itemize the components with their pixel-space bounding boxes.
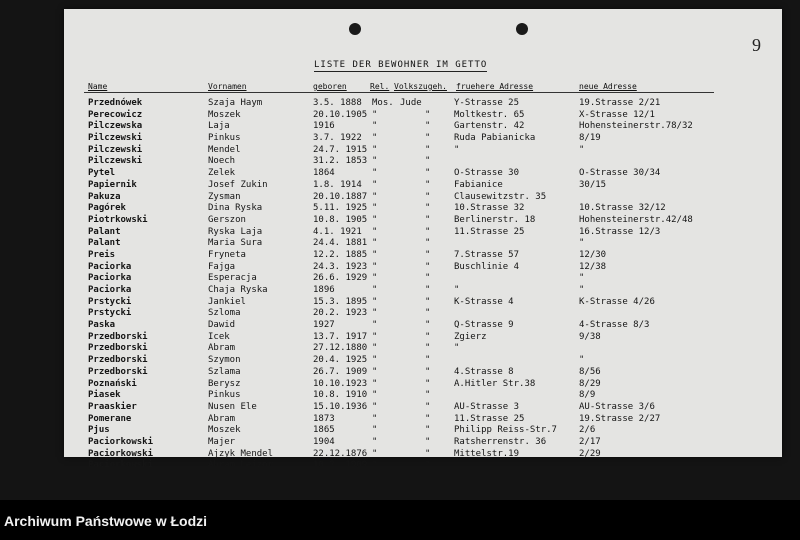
religion-ditto-mark: ": [372, 355, 378, 366]
first-name-cell: Icek: [208, 331, 230, 342]
table-row: [64, 145, 782, 157]
table-row: [64, 168, 782, 180]
first-name-cell: Noech: [208, 156, 236, 167]
surname-cell: Paciorkowski: [88, 436, 154, 447]
birth-date-cell: 12.2. 1885: [313, 249, 368, 260]
old-address-cell: Gartenstr. 42: [454, 121, 525, 132]
surname-cell: Praaskier: [88, 401, 137, 412]
religion-ditto-mark: ": [372, 366, 378, 377]
surname-cell: Przedborski: [88, 343, 148, 354]
new-address-cell: 2/29: [579, 448, 601, 459]
surname-cell: Przednówek: [88, 98, 143, 108]
surname-cell: Pilczewski: [88, 133, 143, 144]
birth-date-cell: 22.12.1876: [313, 448, 368, 459]
table-row: [64, 425, 782, 437]
new-address-cell: ": [579, 285, 585, 295]
table-row: [64, 203, 782, 215]
religion-ditto-mark: ": [372, 296, 378, 307]
table-row: [64, 273, 782, 285]
surname-cell: Paciorkowski: [88, 460, 154, 471]
table-row: [64, 156, 782, 168]
old-address-cell: O-Strasse 30: [454, 168, 520, 179]
table-row: [64, 355, 782, 367]
table-row: [64, 121, 782, 133]
first-name-cell: Zelek: [208, 168, 236, 179]
volk-ditto-mark: ": [425, 156, 431, 167]
header-volk: Volkszugeh.: [394, 82, 447, 91]
old-address-cell: A.Hitler Str.38: [454, 378, 536, 389]
birth-date-cell: 31.2. 1853: [313, 156, 368, 167]
first-name-cell: Ajzyk Mendel: [208, 448, 274, 459]
new-address-cell: 2/17: [579, 436, 601, 447]
volk-ditto-mark: ": [425, 378, 431, 389]
first-name-cell: Abram: [208, 343, 236, 354]
old-address-cell: 11.Strasse 25: [454, 226, 525, 237]
old-address-cell: Ratsherrenstr. 36: [454, 436, 547, 447]
religion-cell: Mos.: [372, 98, 394, 108]
table-row: [64, 262, 782, 274]
religion-ditto-mark: ": [372, 121, 378, 132]
volk-ditto-mark: ": [425, 401, 431, 412]
first-name-cell: Chaja Ryska: [208, 285, 268, 295]
punch-hole-left: [349, 23, 361, 35]
volk-ditto-mark: ": [425, 436, 431, 447]
surname-cell: Paska: [88, 320, 116, 331]
first-name-cell: Moszek: [208, 425, 241, 436]
first-name-cell: Fryneta: [208, 249, 246, 260]
religion-ditto-mark: ": [372, 203, 378, 214]
table-row: [64, 437, 782, 449]
first-name-cell: Fajga: [208, 261, 236, 272]
first-name-cell: Maria Sura: [208, 238, 263, 249]
birth-date-cell: 1927: [313, 320, 335, 331]
old-address-cell: Mittelstr.19: [454, 448, 520, 459]
birth-date-cell: 1865: [313, 425, 335, 436]
birth-date-cell: 1873: [313, 413, 335, 424]
birth-date-cell: 27.12.1880: [313, 343, 368, 354]
new-address-cell: 30/15: [579, 179, 607, 190]
header-first-name: Vornamen: [208, 82, 247, 91]
religion-ditto-mark: ": [372, 133, 378, 144]
volk-ditto-mark: ": [425, 343, 431, 354]
first-name-cell: Ryska Laja: [208, 226, 263, 237]
first-name-cell: Zysman: [208, 191, 241, 202]
surname-cell: Pytel: [88, 168, 116, 179]
new-address-cell: Hohensteinerstr.42/48: [579, 214, 693, 225]
new-address-cell: 8/19: [579, 133, 601, 144]
surname-cell: Pagórek: [88, 203, 126, 214]
birth-date-cell: 24.4. 1881: [313, 238, 368, 249]
new-address-cell: AU-Strasse 3/6: [579, 401, 655, 412]
surname-cell: Prstycki: [88, 296, 132, 307]
punch-hole-right: [516, 23, 528, 35]
new-address-cell: 16.Strasse 12/3: [579, 226, 661, 237]
volk-ditto-mark: ": [425, 285, 431, 295]
volk-ditto-mark: ": [425, 366, 431, 377]
surname-cell: Pilczewski: [88, 144, 143, 155]
surname-cell: Piasek: [88, 390, 121, 401]
old-address-cell: 4.Strasse 8: [454, 366, 514, 377]
old-address-cell: Moltkestr. 65: [454, 109, 525, 120]
archive-credit: Archiwum Państwowe w Łodzi: [4, 513, 208, 529]
first-name-cell: Dina Ryska: [208, 203, 263, 214]
table-row: [64, 460, 782, 472]
new-address-cell: 12/38: [579, 261, 607, 272]
birth-date-cell: 3.5. 1888: [313, 98, 362, 108]
religion-ditto-mark: ": [372, 168, 378, 179]
birth-date-cell: 1.8. 1914: [313, 179, 362, 190]
volk-ditto-mark: ": [425, 168, 431, 179]
surname-cell: Perecowicz: [88, 109, 143, 120]
birth-date-cell: 10.10.1923: [313, 378, 368, 389]
old-address-cell: 10.Strasse 32: [454, 203, 525, 214]
religion-ditto-mark: ": [372, 285, 378, 295]
table-row: [64, 402, 782, 414]
religion-ditto-mark: ": [372, 401, 378, 412]
new-address-cell: 19.Strasse 2/21: [579, 98, 661, 108]
old-address-cell: 11.Strasse 25: [454, 413, 525, 424]
religion-ditto-mark: ": [372, 179, 378, 190]
old-address-cell: ": [454, 285, 460, 295]
first-name-cell: Abram: [208, 413, 236, 424]
religion-ditto-mark: ": [372, 191, 378, 202]
surname-cell: Poznański: [88, 378, 137, 389]
old-address-cell: Y-Strasse 25: [454, 98, 520, 108]
birth-date-cell: 13.7. 1917: [313, 331, 368, 342]
first-name-cell: Jankiel: [208, 296, 246, 307]
birth-date-cell: 20.4. 1925: [313, 355, 368, 366]
table-row: [64, 367, 782, 379]
surname-cell: Pilczewski: [88, 156, 143, 167]
old-address-cell: Clausewitzstr. 35: [454, 191, 547, 202]
religion-ditto-mark: ": [372, 214, 378, 225]
header-born: geboren: [313, 82, 347, 91]
birth-date-cell: 15.3. 1895: [313, 296, 368, 307]
new-address-cell: ": [579, 238, 585, 249]
volk-ditto-mark: ": [425, 448, 431, 459]
first-name-cell: Szlama: [208, 366, 241, 377]
first-name-cell: Dawid: [208, 320, 236, 331]
old-address-cell: 7.Strasse 57: [454, 249, 520, 260]
volk-ditto-mark: ": [425, 261, 431, 272]
birth-date-cell: 4.1. 1921: [313, 226, 362, 237]
volk-ditto-mark: ": [425, 320, 431, 331]
table-row: [64, 98, 782, 110]
birth-date-cell: 24.7. 1915: [313, 144, 368, 155]
new-address-cell: 19.Strasse 2/27: [579, 413, 661, 424]
religion-ditto-mark: ": [372, 436, 378, 447]
first-name-cell: Laja: [208, 121, 230, 132]
first-name-cell: Szaja Haym: [208, 98, 263, 108]
surname-cell: Pakuza: [88, 191, 121, 202]
religion-ditto-mark: ": [372, 308, 378, 319]
volk-ditto-mark: ": [425, 296, 431, 307]
birth-date-cell: 1896: [313, 285, 335, 295]
new-address-cell: K-Strasse 4/26: [579, 296, 655, 307]
religion-ditto-mark: ": [372, 238, 378, 249]
old-address-cell: K-Strasse 4: [454, 296, 514, 307]
volk-ditto-mark: ": [425, 273, 431, 284]
volk-ditto-mark: ": [425, 203, 431, 214]
birth-date-cell: 1916: [313, 121, 335, 132]
birth-date-cell: 10.8. 1905: [313, 214, 368, 225]
table-row: [64, 308, 782, 320]
old-address-cell: AU-Strasse 3: [454, 401, 520, 412]
table-row: [64, 332, 782, 344]
volk-ditto-mark: ": [425, 355, 431, 366]
table-row: [64, 133, 782, 145]
table-row: [64, 250, 782, 262]
new-address-cell: 2/6: [579, 425, 596, 436]
surname-cell: Paciorka: [88, 285, 132, 295]
volk-ditto-mark: ": [425, 238, 431, 249]
birth-date-cell: 26.6. 1929: [313, 273, 368, 284]
first-name-cell: Pinkus: [208, 390, 241, 401]
new-address-cell: ": [579, 273, 585, 284]
volk-ditto-mark: ": [425, 191, 431, 202]
first-name-cell: Majer: [208, 436, 236, 447]
birth-date-cell: 3.7. 1922: [313, 133, 362, 144]
page-number: 9: [752, 35, 761, 55]
religion-ditto-mark: ": [372, 109, 378, 120]
birth-date-cell: 1864: [313, 168, 335, 179]
new-address-cell: ": [579, 355, 585, 366]
religion-ditto-mark: ": [372, 331, 378, 342]
table-row: [64, 320, 782, 332]
birth-date-cell: 10.8. 1910: [313, 390, 368, 401]
religion-ditto-mark: ": [372, 448, 378, 459]
surname-cell: Paciorka: [88, 273, 132, 284]
table-row: [64, 414, 782, 426]
surname-cell: Papiernik: [88, 179, 137, 190]
first-name-cell: Abram Lejzor: [208, 460, 274, 471]
old-address-cell: Ruda Pabianicka: [454, 133, 536, 144]
surname-cell: Pomerane: [88, 413, 132, 424]
table-row: [64, 390, 782, 402]
header-religion: Rel.: [370, 82, 390, 91]
religion-ditto-mark: ": [372, 378, 378, 389]
birth-date-cell: 10.2. 1909: [313, 460, 368, 471]
table-row: [64, 285, 782, 297]
volk-ditto-mark: ": [425, 249, 431, 260]
volk-ditto-mark: ": [425, 425, 431, 436]
birth-date-cell: 1904: [313, 436, 335, 447]
table-row: [64, 110, 782, 122]
birth-date-cell: 24.3. 1923: [313, 261, 368, 272]
first-name-cell: Gerszon: [208, 214, 246, 225]
religion-ditto-mark: ": [372, 261, 378, 272]
volk-ditto-mark: ": [425, 390, 431, 401]
religion-ditto-mark: ": [372, 390, 378, 401]
old-address-cell: Fabianice: [454, 179, 503, 190]
volk-ditto-mark: ": [425, 308, 431, 319]
surname-cell: Paciorkowski: [88, 448, 154, 459]
new-address-cell: 9/38: [579, 331, 601, 342]
surname-cell: Pilczewska: [88, 121, 143, 132]
old-address-cell: Buschlinie 4: [454, 261, 520, 272]
table-row: [64, 343, 782, 355]
old-address-cell: Q-Strasse 9: [454, 320, 514, 331]
header-name: Name: [88, 82, 108, 91]
document-title: LISTE DER BEWOHNER IM GETTO: [314, 60, 488, 70]
new-address-cell: 8/56: [579, 366, 601, 377]
birth-date-cell: 15.10.1936: [313, 401, 368, 412]
religion-ditto-mark: ": [372, 425, 378, 436]
religion-ditto-mark: ": [372, 460, 378, 471]
surname-cell: Przedborski: [88, 355, 148, 366]
religion-ditto-mark: ": [372, 413, 378, 424]
header-new-address: neue Adresse: [579, 82, 637, 91]
first-name-cell: Pinkus: [208, 133, 241, 144]
header-old-address: fruehere Adresse: [456, 82, 534, 91]
volk-ditto-mark: ": [425, 121, 431, 132]
birth-date-cell: 20.2. 1923: [313, 308, 368, 319]
document-sheet: [64, 9, 782, 471]
birth-date-cell: 20.10.1905: [313, 109, 368, 120]
surname-cell: Przedborski: [88, 331, 148, 342]
volk-ditto-mark: ": [425, 331, 431, 342]
religion-ditto-mark: ": [372, 156, 378, 167]
new-address-cell: 10.Strasse 32/12: [579, 203, 666, 214]
birth-date-cell: 20.10.1887: [313, 191, 368, 202]
volk-ditto-mark: ": [425, 460, 431, 471]
religion-ditto-mark: ": [372, 273, 378, 284]
new-address-cell: X-Strasse 12/1: [579, 109, 655, 120]
volk-cell: Jude: [400, 98, 422, 108]
religion-ditto-mark: ": [372, 226, 378, 237]
religion-ditto-mark: ": [372, 343, 378, 354]
new-address-cell: O-Strasse 30/34: [579, 168, 661, 179]
old-address-cell: ": [454, 343, 460, 354]
volk-ditto-mark: ": [425, 179, 431, 190]
volk-ditto-mark: ": [425, 144, 431, 155]
first-name-cell: Szymon: [208, 355, 241, 366]
new-address-cell: 4-Strasse 8/3: [579, 320, 650, 331]
volk-ditto-mark: ": [425, 413, 431, 424]
first-name-cell: Berysz: [208, 378, 241, 389]
surname-cell: Prstycki: [88, 308, 132, 319]
volk-ditto-mark: ": [425, 109, 431, 120]
religion-ditto-mark: ": [372, 249, 378, 260]
first-name-cell: Nusen Ele: [208, 401, 257, 412]
first-name-cell: Josef Zukin: [208, 179, 268, 190]
first-name-cell: Mendel: [208, 144, 241, 155]
table-row: [64, 227, 782, 239]
religion-ditto-mark: ": [372, 144, 378, 155]
new-address-cell: 8/9: [579, 390, 596, 401]
volk-ditto-mark: ": [425, 226, 431, 237]
new-address-cell: 8/29: [579, 378, 601, 389]
table-row: [64, 449, 782, 461]
residents-table: [64, 98, 782, 472]
birth-date-cell: 26.7. 1909: [313, 366, 368, 377]
birth-date-cell: 5.11. 1925: [313, 203, 368, 214]
old-address-cell: Zgierz: [454, 331, 487, 342]
new-address-cell: 12/30: [579, 249, 607, 260]
table-row: [64, 297, 782, 309]
header-rule: [84, 92, 714, 93]
new-address-cell: ": [579, 144, 585, 155]
table-row: [64, 180, 782, 192]
table-row: [64, 215, 782, 227]
religion-ditto-mark: ": [372, 320, 378, 331]
volk-ditto-mark: ": [425, 214, 431, 225]
new-address-cell: Hohensteinerstr.78/32: [579, 121, 693, 132]
table-row: [64, 238, 782, 250]
surname-cell: Paciorka: [88, 261, 132, 272]
surname-cell: Palant: [88, 226, 121, 237]
table-row: [64, 192, 782, 204]
old-address-cell: Philipp Reiss-Str.7: [454, 425, 557, 436]
first-name-cell: Esperacja: [208, 273, 257, 284]
surname-cell: Piotrkowski: [88, 214, 148, 225]
surname-cell: Przedborski: [88, 366, 148, 377]
surname-cell: Pjus: [88, 425, 110, 436]
old-address-cell: Berlinerstr. 18: [454, 214, 536, 225]
old-address-cell: ": [454, 144, 460, 155]
surname-cell: Palant: [88, 238, 121, 249]
first-name-cell: Moszek: [208, 109, 241, 120]
table-row: [64, 379, 782, 391]
volk-ditto-mark: ": [425, 133, 431, 144]
first-name-cell: Szloma: [208, 308, 241, 319]
surname-cell: Preis: [88, 249, 116, 260]
